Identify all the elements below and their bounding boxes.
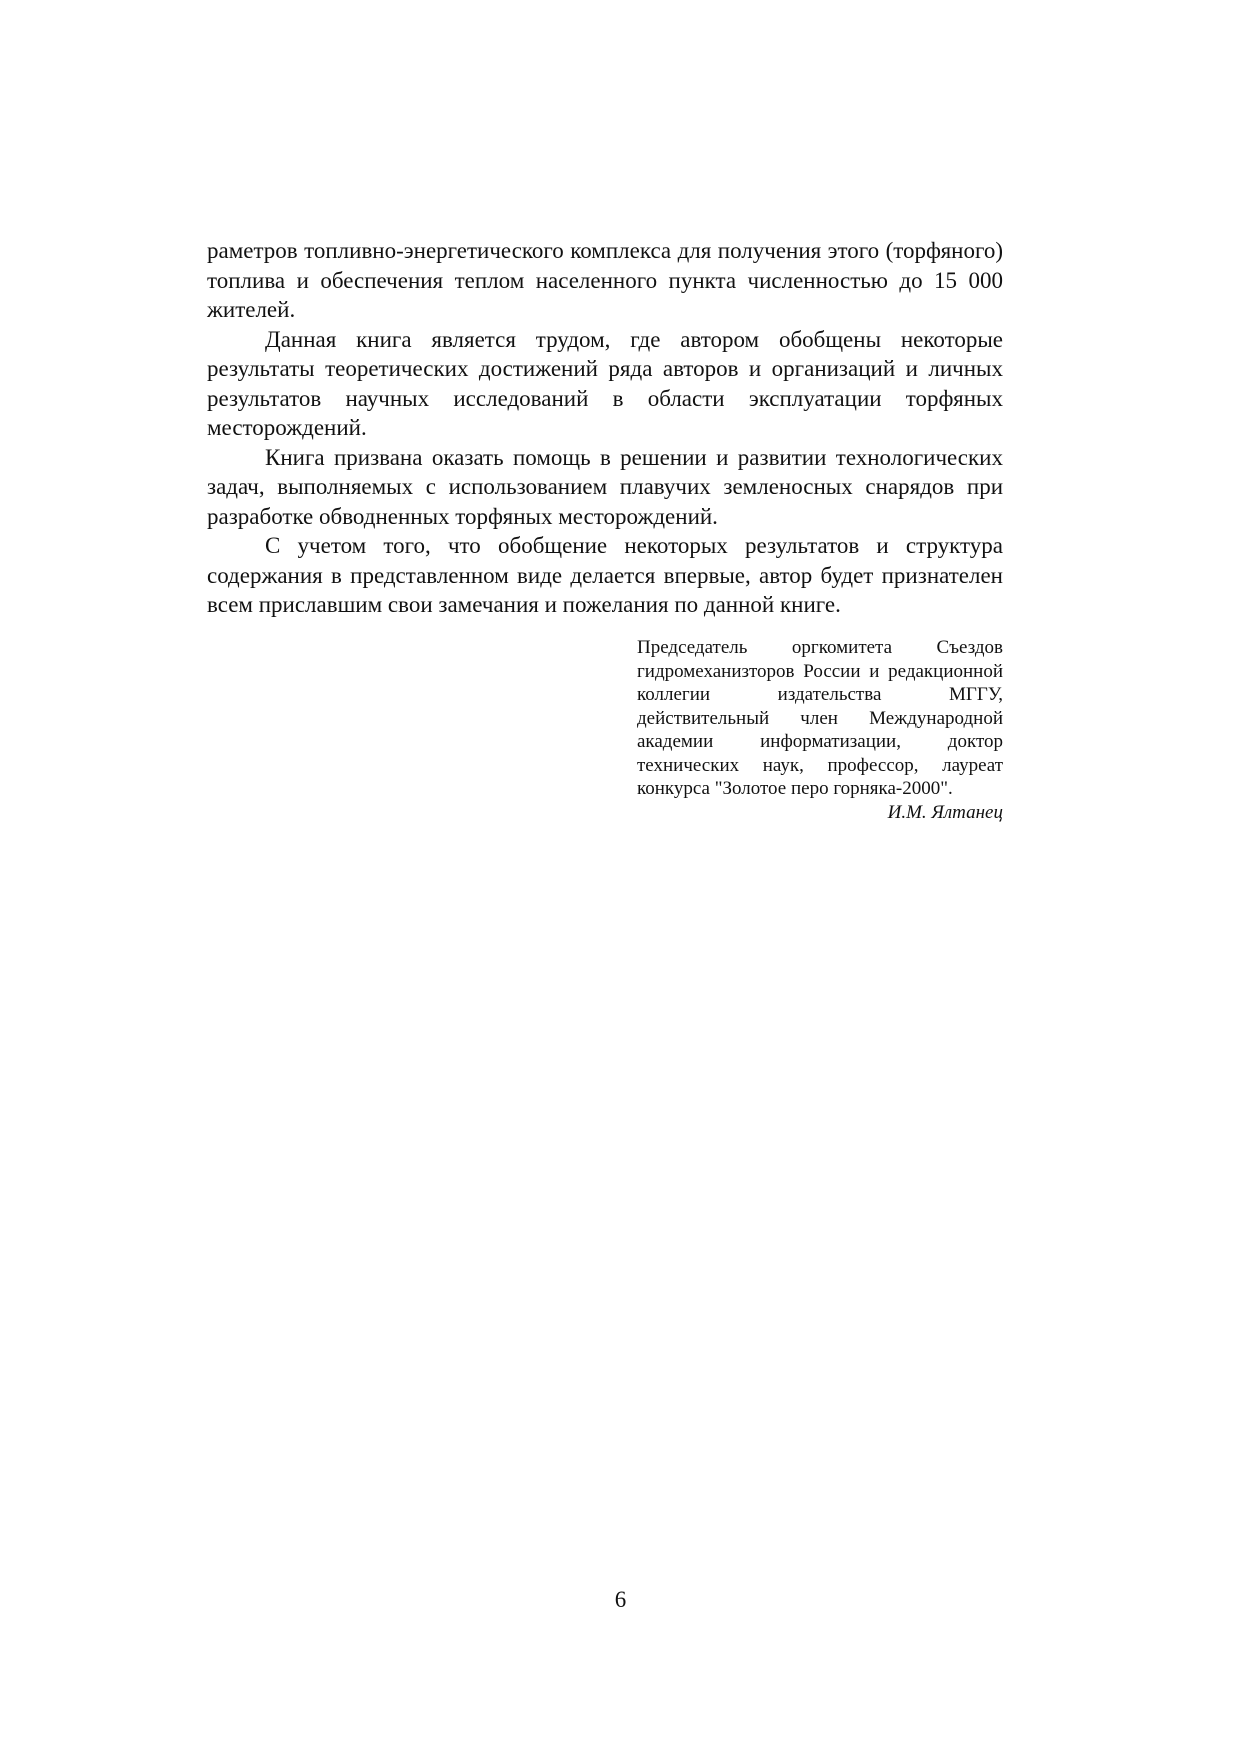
- signature-block: [637, 636, 1003, 824]
- signature-name: И.М. Ялтанец: [887, 801, 1003, 823]
- signature-role: Председатель оргкомитета Съездов гидромеханизторов России и редакционной коллегии издательства МГГУ, действительный член Международной академии информатизации, доктор технических наук, профессор, лауреат конкурса "Золотое перо горняка-2000".: [637, 637, 1003, 799]
- page-number: 6: [614, 1587, 627, 1612]
- main-text: [207, 236, 1003, 620]
- paragraph-continuation: раметров топливно-энергетического комплекса для получения этого (торфяного) топлива и обеспечения теплом населенного пункта численностью до 15 000 жителей.: [207, 238, 1003, 322]
- paragraph-about-book: Данная книга является трудом, где автором обобщены некоторые результаты теоретических достижений ряда авторов и организаций и личных результатов научных исследований в области эксплуатации торфяных месторождений.: [207, 326, 1003, 440]
- paragraph-acknowledgement: С учетом того, что обобщение некоторых результатов и структура содержания в представленном виде делается впервые, автор будет признателен всем приславшим свои замечания и пожелания по данной книге.: [207, 533, 1003, 617]
- paragraph-purpose: Книга призвана оказать помощь в решении и развитии технологических задач, выполняемых с использованием плавучих земленосных снарядов при разработке обводненных торфяных месторождений.: [207, 444, 1003, 529]
